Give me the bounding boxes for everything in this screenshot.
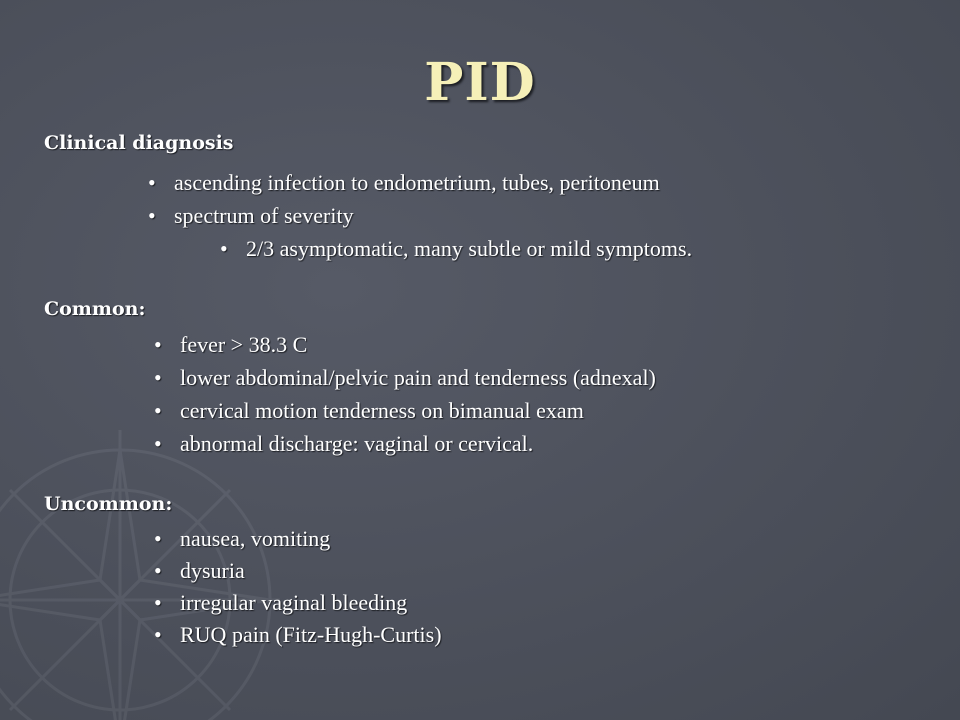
bullet-icon: • [148, 170, 156, 195]
list-item-text: cervical motion tenderness on bimanual exam [180, 398, 584, 423]
bullet-icon: • [220, 236, 228, 261]
slide-title: PID [424, 52, 536, 113]
bullet-icon: • [148, 203, 156, 228]
list-item-text: spectrum of severity [174, 203, 354, 228]
sub-list-item [220, 236, 692, 262]
bullet-icon: • [154, 431, 162, 456]
bullet-icon: • [154, 365, 162, 390]
list-item-text: RUQ pain (Fitz-Hugh-Curtis) [180, 622, 442, 647]
list-item-text: dysuria [180, 558, 245, 583]
list-item [148, 170, 660, 196]
list-item-text: ascending infection to endometrium, tubes, peritoneum [174, 170, 660, 195]
bullet-icon: • [154, 622, 162, 647]
bullet-icon: • [154, 590, 162, 615]
list-item-text: irregular vaginal bleeding [180, 590, 408, 615]
list-item-text: fever > 38.3 C [180, 332, 308, 357]
bullet-icon: • [154, 558, 162, 583]
list-item [154, 622, 442, 648]
list-item [154, 332, 307, 358]
list-item-text: 2/3 asymptomatic, many subtle or mild symptoms. [246, 236, 693, 261]
section-heading-clinical-diagnosis: Clinical diagnosis [44, 132, 234, 154]
list-item [148, 203, 354, 229]
list-item [154, 558, 245, 584]
list-item-text: lower abdominal/pelvic pain and tenderness (adnexal) [180, 365, 656, 390]
bullet-icon: • [154, 398, 162, 423]
list-item [154, 431, 533, 457]
list-item-text: nausea, vomiting [180, 526, 331, 551]
list-item [154, 365, 656, 391]
section-heading-uncommon: Uncommon: [44, 493, 173, 515]
list-item [154, 398, 584, 424]
section-heading-common: Common: [44, 298, 146, 320]
bullet-icon: • [154, 332, 162, 357]
list-item [154, 590, 407, 616]
list-item-text: abnormal discharge: vaginal or cervical. [180, 431, 534, 456]
list-item [154, 526, 330, 552]
bullet-icon: • [154, 526, 162, 551]
